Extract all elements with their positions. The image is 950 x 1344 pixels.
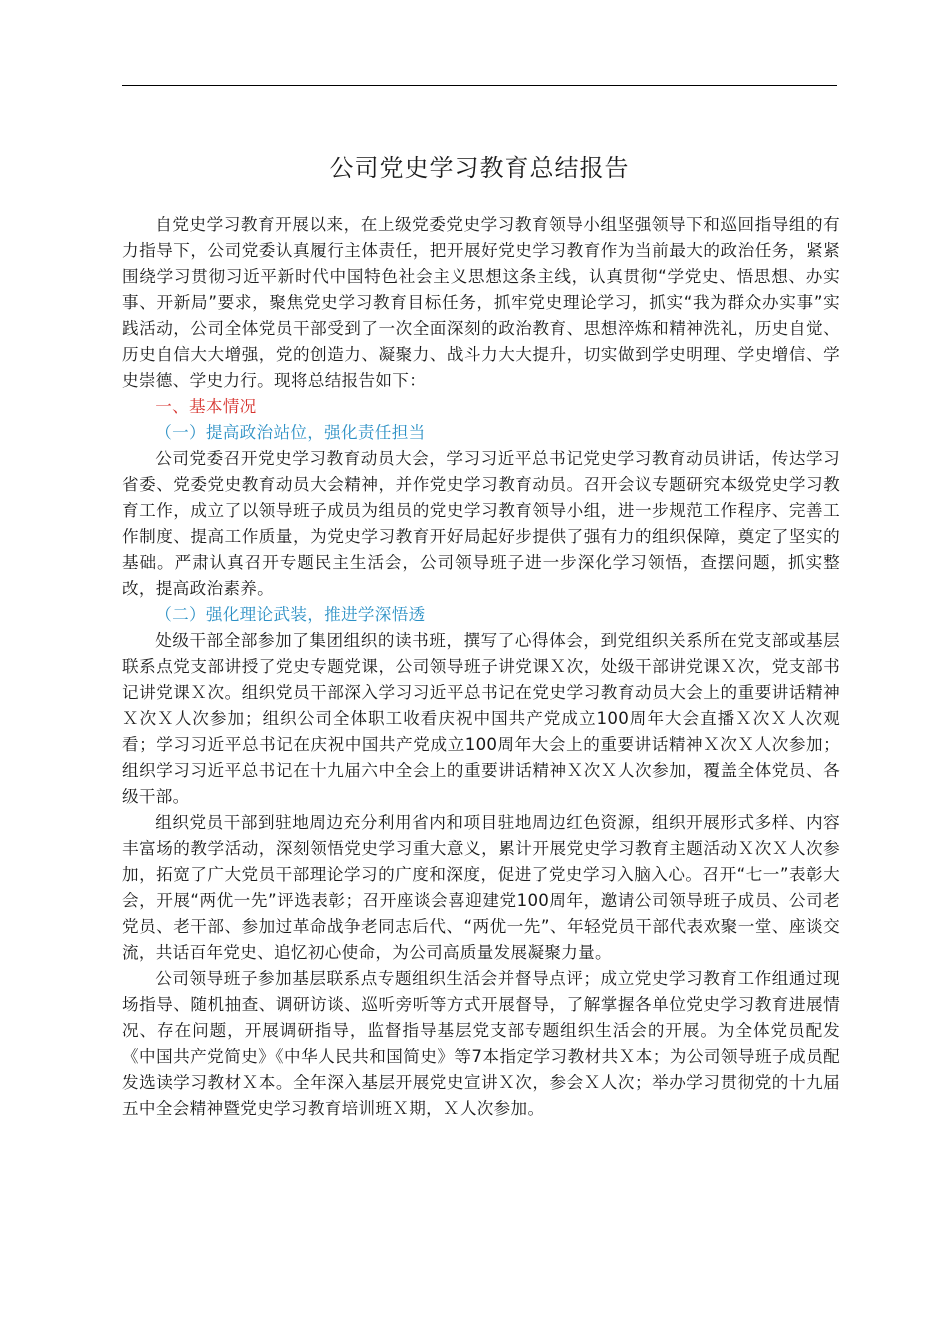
document-title: 公司党史学习教育总结报告 — [329, 154, 630, 182]
body-paragraph: 处级干部全部参加了集团组织的读书班，撰写了心得体会，到党组织关系所在党支部或基层联系点党支部讲授了党史专题党课，公司领导班子讲党课Ｘ次，处级干部讲党课Ｘ次，党支部书记讲党课Ｘ次。组织党员干部深入学习习近平总书记在党史学习教育动员大会上的重要讲话精神Ｘ次Ｘ人次参加；组织公司全体职工收看庆祝中国共产党成立100周年大会直播Ｘ次Ｘ人次观看；学习习近平总书记在庆祝中国共产党成立100周年大会上的重要讲话精神Ｘ次Ｘ人次参加；组织学习习近平总书记在十九届六中全会上的重要讲话精神Ｘ次Ｘ人次参加，覆盖全体党员、各级干部。 — [122, 631, 840, 806]
document-body — [122, 212, 840, 1122]
intro-paragraph: 自党史学习教育开展以来，在上级党委党史学习教育领导小组坚强领导下和巡回指导组的有力指导下，公司党委认真履行主体责任，把开展好党史学习教育作为当前最大的政治任务，紧紧围绕学习贯彻习近平新时代中国特色社会主义思想这条主线，认真贯彻“学党史、悟思想、办实事、开新局”要求，聚焦党史学习教育目标任务，抓牢党史理论学习，抓实“我为群众办实事”实践活动，公司全体党员干部受到了一次全面深刻的政治教育、思想淬炼和精神洗礼，历史自觉、历史自信大大增强，党的创造力、凝聚力、战斗力大大提升，切实做到学史明理、学史增信、学史崇德、学史力行。现将总结报告如下： — [122, 215, 840, 390]
subsection-heading-1: （一）提高政治站位，强化责任担当 — [155, 423, 426, 442]
body-paragraph: 组织党员干部到驻地周边充分利用省内和项目驻地周边红色资源，组织开展形式多样、内容丰富场的教学活动，深刻领悟党史学习重大意义，累计开展党史学习教育主题活动Ｘ次Ｘ人次参加，拓宽了广大党员干部理论学习的广度和深度，促进了党史学习入脑入心。召开“七一”表彰大会，开展“两优一先”评选表彰；召开座谈会喜迎建党100周年，邀请公司领导班子成员、公司老党员、老干部、参加过革命战争老同志后代、“两优一先”、年轻党员干部代表欢聚一堂、座谈交流，共话百年党史、追忆初心使命，为公司高质量发展凝聚力量。 — [122, 813, 840, 962]
section-heading-basic-situation: 一、基本情况 — [155, 397, 257, 416]
body-paragraph: 公司领导班子参加基层联系点专题组织生活会并督导点评；成立党史学习教育工作组通过现场指导、随机抽查、调研访谈、巡听旁听等方式开展督导，了解掌握各单位党史学习教育进展情况、存在问题，开展调研指导，监督指导基层党支部专题组织生活会的开展。为全体党员配发《中国共产党简史》《中华人民共和国简史》等7本指定学习教材共Ｘ本；为公司领导班子成员配发选读学习教材Ｘ本。全年深入基层开展党史宣讲Ｘ次，参会Ｘ人次；举办学习贯彻党的十九届五中全会精神暨党史学习教育培训班Ｘ期，Ｘ人次参加。 — [122, 969, 840, 1118]
subsection-heading-2: （二）强化理论武装，推进学深悟透 — [155, 605, 426, 624]
body-paragraph: 公司党委召开党史学习教育动员大会，学习习近平总书记党史学习教育动员讲话，传达学习省委、党委党史教育动员大会精神，并作党史学习教育动员。召开会议专题研究本级党史学习教育工作，成立了以领导班子成员为组员的党史学习教育领导小组，进一步规范工作程序、完善工作制度、提高工作质量，为党史学习教育开好局起好步提供了强有力的组织保障，奠定了坚实的基础。严肃认真召开专题民主生活会，公司领导班子进一步深化学习领悟，查摆问题，抓实整改，提高政治素养。 — [122, 449, 840, 598]
header-rule — [122, 85, 837, 86]
